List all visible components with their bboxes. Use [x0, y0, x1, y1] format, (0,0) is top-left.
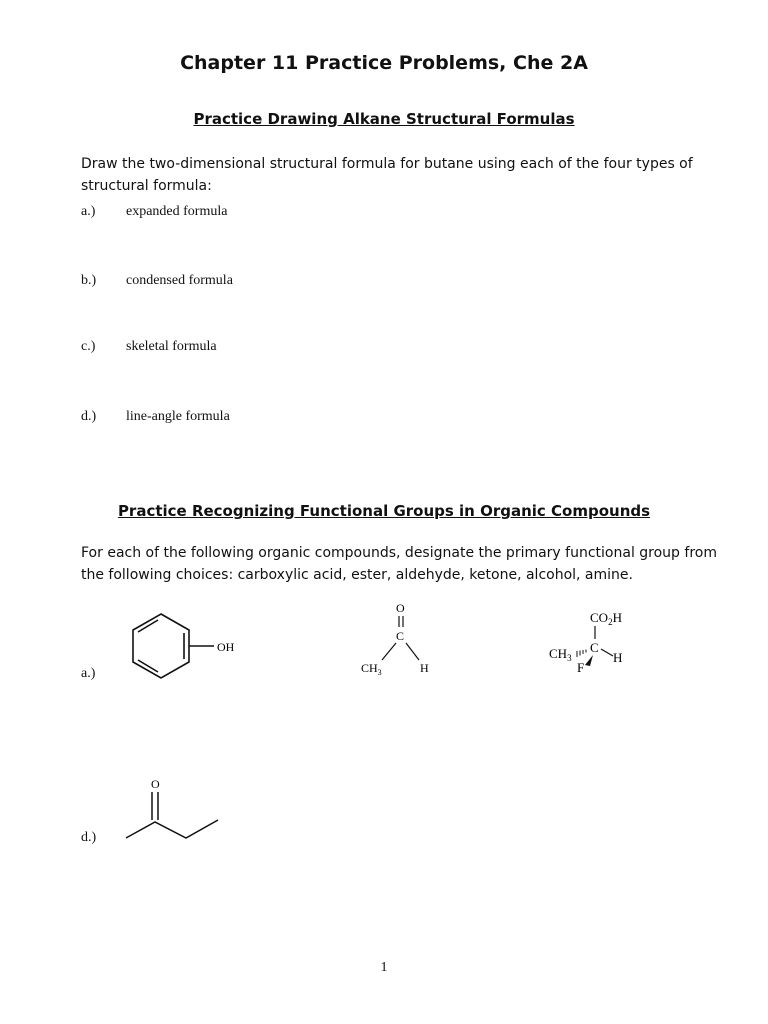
page-title: Chapter 11 Practice Problems, Che 2A: [180, 52, 588, 74]
chiral-carbon: C: [590, 640, 599, 655]
methyl-label: $CH_3$: [361, 661, 382, 676]
section-heading-alkanes: Practice Drawing Alkane Structural Formulas: [193, 110, 575, 128]
phenol-structure: [118, 606, 243, 682]
aldehyde-structure: [355, 600, 440, 676]
item-a-label: a.): [81, 204, 96, 219]
item-c-text: skeletal formula: [126, 339, 217, 354]
item-c-label: c.): [81, 339, 96, 354]
aldehyde-hydrogen: H: [420, 661, 429, 675]
item-a-text: expanded formula: [126, 204, 228, 219]
ketone-oxygen: O: [151, 777, 160, 791]
hashed-wedge: [577, 650, 586, 658]
item-d-text: line-angle formula: [126, 409, 230, 424]
methyl-label: $CH_3$: [549, 646, 572, 663]
benzene-ring: [133, 614, 214, 678]
item-b-label: b.): [81, 273, 97, 288]
carbon-chain: [126, 820, 218, 838]
alkane-prompt: Draw the two-dimensional structural formula for butane using each of the four types of structural formula:: [81, 156, 693, 194]
section-heading-functional-groups: Practice Recognizing Functional Groups in Organic Compounds: [117, 502, 651, 520]
ketone-structure: [118, 772, 228, 844]
aldehyde-carbon: C: [396, 629, 405, 643]
acid-hydrogen: H: [613, 650, 623, 665]
functional-group-prompt: For each of the following organic compounds, designate the primary functional group from the following choices: carboxylic acid, ester, aldehyde, ketone, alcohol, amine.: [81, 545, 717, 583]
item-d-label: d.): [81, 409, 97, 424]
aldehyde-oxygen: O: [396, 601, 405, 615]
compound-d-label: d.): [81, 830, 97, 845]
page-number: 1: [380, 960, 388, 975]
carboxyl-label: $CO_2H$: [590, 610, 622, 627]
compound-a-label: a.): [81, 666, 96, 681]
solid-wedge: [585, 655, 593, 666]
fluorine-label: F: [577, 660, 585, 675]
carboxylic-acid-structure: [545, 604, 645, 676]
hydroxyl-label: OH: [217, 640, 235, 654]
item-b-text: condensed formula: [126, 273, 233, 288]
